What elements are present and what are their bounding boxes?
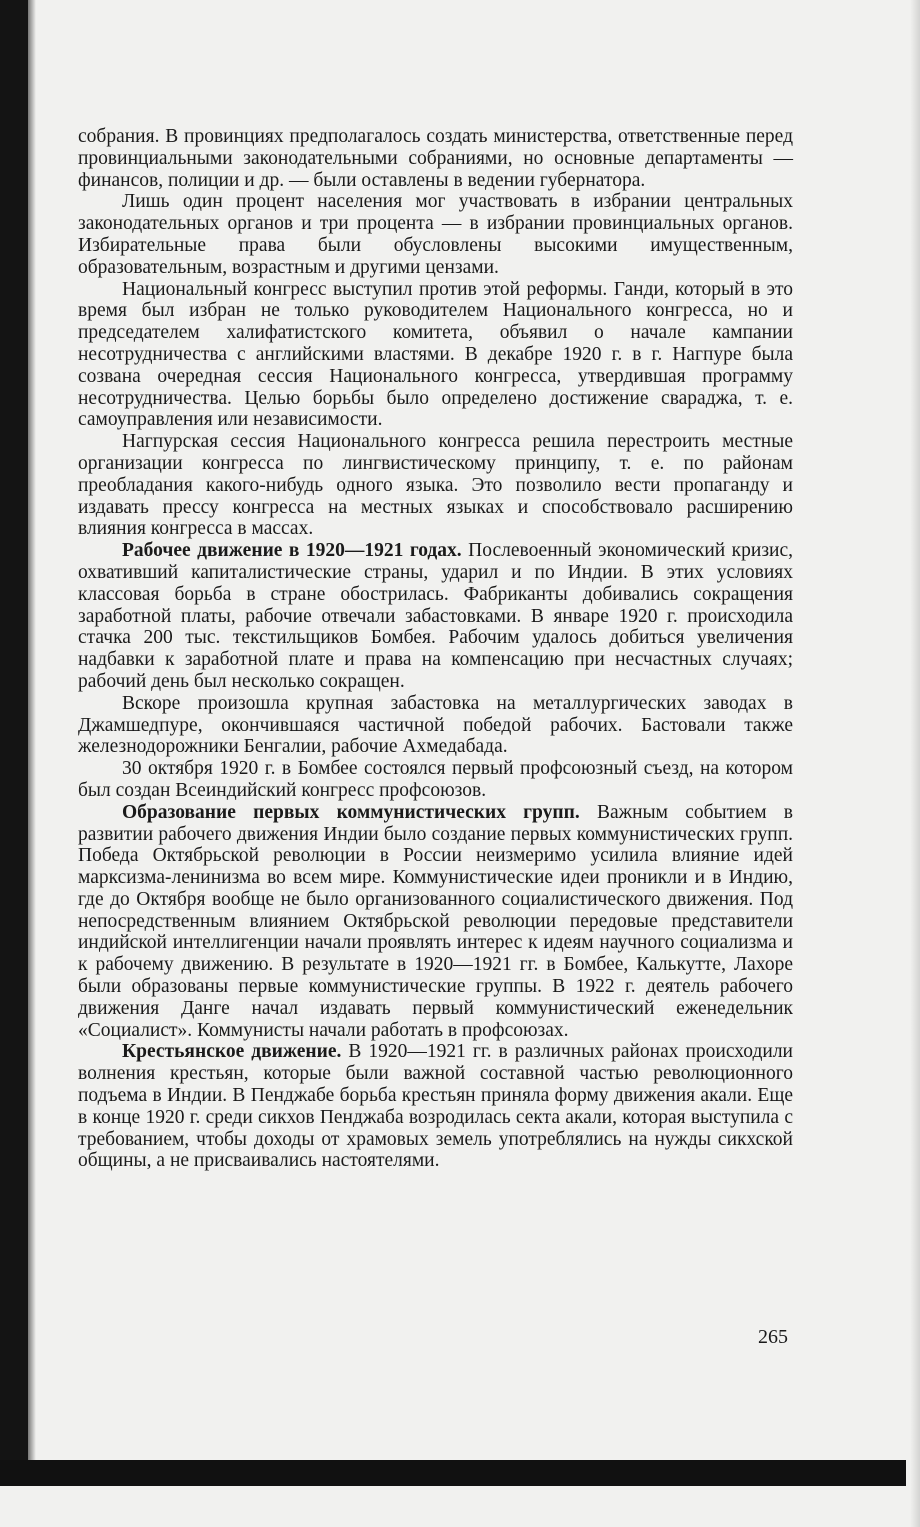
paragraph bbox=[78, 802, 793, 1042]
paragraph bbox=[78, 126, 793, 191]
paragraph bbox=[78, 279, 793, 432]
paragraph-text: Вскоре произошла крупная забастовка на металлургических заводах в Джамшедпуре, окончившаяся частичной победой рабочих. Бастовали также железнодорожники Бенгалии, рабочие Ахмедабада. bbox=[78, 692, 793, 758]
paragraph-text: Лишь один процент населения мог участвовать в избрании центральных законодательных органов и три процента — в избрании провинциальных органов. Избирательные права были обусловлены высокими имущественным, образовательным, возрастным и другими цензами. bbox=[78, 191, 793, 278]
paragraph-text: собрания. В провинциях предполагалось создать министерства, ответственные перед провинциальными законодательными собраниями, но основные департаменты — финансов, полиции и др. — были оставлены в ведении губернатора. bbox=[78, 126, 793, 191]
paragraph-text: Национальный конгресс выступил против этой реформы. Ганди, который в это время был избран не только руководителем Национального конгресса, но и председателем халифатистского комитета, объявил о начале кампании несотрудничества с английскими властями. В декабре 1920 г. в г. Нагпуре была созвана очередная сессия Национального конгресса, утвердившая программу несотрудничества. Целью борьбы было определено достижение свараджа, т. е. самоуправления или независимости. bbox=[78, 278, 793, 431]
section-heading-peasant-movement: Крестьянское движение. bbox=[122, 1041, 342, 1063]
paragraph-text: Послевоенный экономический кризис, охвативший капиталистические страны, ударил и по Индии. В этих условиях классовая борьба в стране обострилась. Фабриканты добивались сокращения заработной платы, рабочие отвечали забастовками. В январе 1920 г. происходила стачка 200 тыс. текстильщиков Бомбея. Рабочим удалось добиться увеличения надбавки к заработной плате и права на компенсацию при несчастных случаях; рабочий день был несколько сокращен. bbox=[78, 540, 794, 692]
scan-edge-right bbox=[910, 0, 920, 1527]
paragraph-text: В 1920—1921 гг. в различных районах происходили волнения крестьян, которые были важной составной частью революционного подъема в Индии. В Пенджабе борьба крестьян приняла форму движения акали. Еще в конце 1920 г. среди сикхов Пенджаба возродилась секта акали, которая выступила с требованием, чтобы доходы от храмовых земель употреблялись на нужды сикхской общины, а не присваивались настоятелями. bbox=[78, 1041, 793, 1172]
paragraph-text: Важным событием в развитии рабочего движения Индии было создание первых коммунистических групп. Победа Октябрьской революции в России неизмеримо усилила влияние идей марксизма-ленинизма во всем мире. Коммунистические идеи проникли и в Индию, где до Октября вообще не было организованного социалистического движения. Под непосредственным влиянием Октябрьской революции передовые представители индийской интеллигенции начали проявлять интерес к идеям научного социализма и к рабочему движению. В результате в 1920—1921 гг. в Бомбее, Калькутте, Лахоре были образованы первые коммунистические группы. В 1922 г. деятель рабочего движения Данге начал издавать первый коммунистический еженедельник «Социалист». Коммунисты начали работать в профсоюзах. bbox=[78, 801, 793, 1041]
paragraph-text: 30 октября 1920 г. в Бомбее состоялся первый профсоюзный съезд, на котором был создан Всеиндийский конгресс профсоюзов. bbox=[78, 758, 793, 801]
scan-edge-left bbox=[0, 0, 28, 1485]
section-heading-communist-groups: Образование первых коммунистических групп. bbox=[122, 801, 580, 823]
section-heading-workers-movement: Рабочее движение в 1920—1921 годах. bbox=[122, 540, 462, 562]
paragraph bbox=[78, 758, 793, 802]
page-body bbox=[78, 126, 793, 1172]
page-number: 265 bbox=[758, 1326, 788, 1348]
paragraph bbox=[78, 540, 793, 693]
scan-edge-bottom bbox=[0, 1460, 906, 1486]
paragraph bbox=[78, 1041, 793, 1172]
paragraph bbox=[78, 431, 793, 540]
paragraph-text: Нагпурская сессия Национального конгресса решила перестроить местные организации конгресса по лингвистическому принципу, т. е. по районам преобладания какого-нибудь одного языка. Это позволило вести пропаганду и издавать прессу конгресса на местных языках и способствовало расширению влияния конгресса в массах. bbox=[78, 431, 793, 540]
paragraph bbox=[78, 191, 793, 278]
paragraph bbox=[78, 693, 793, 758]
